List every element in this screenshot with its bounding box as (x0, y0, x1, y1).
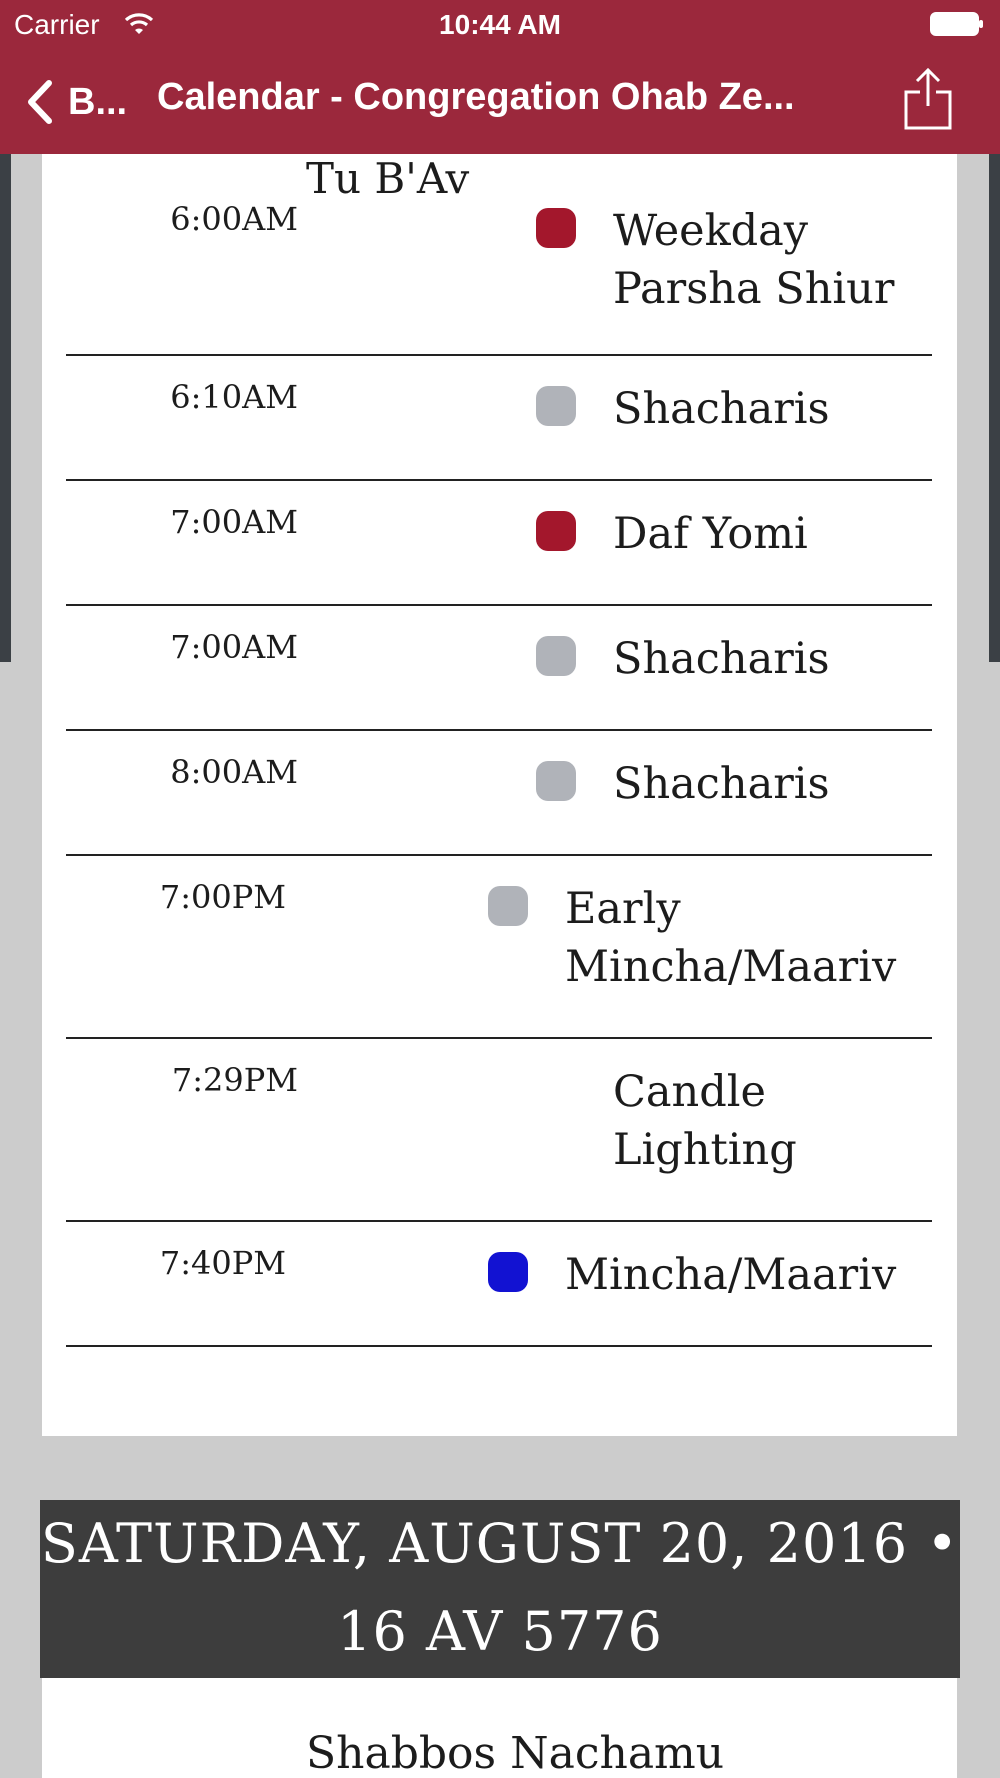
status-bar (0, 0, 1000, 50)
holiday-label: Shabbos Nachamu (306, 1728, 725, 1778)
event-title: Early Mincha/Maariv (565, 884, 897, 992)
gray-dot-icon (488, 886, 528, 926)
gray-dot-icon (536, 636, 576, 676)
next-day-card (42, 1678, 957, 1778)
event-time: 6:10AM (170, 378, 298, 416)
holiday-label: Tu B'Av (306, 154, 470, 203)
status-time: 10:44 AM (439, 9, 561, 40)
event-title: Candle Lighting (613, 1067, 797, 1175)
gray-dot-icon (536, 386, 576, 426)
day-events-card (42, 154, 957, 1436)
event-row[interactable] (66, 154, 932, 356)
blue-dot-icon (488, 1252, 528, 1292)
event-row[interactable] (66, 856, 932, 1039)
event-time: 7:29PM (171, 1061, 298, 1099)
event-time: 7:00PM (159, 878, 286, 916)
day-header-date: SATURDAY, AUGUST 20, 2016 • (40, 1512, 960, 1575)
event-title: Shacharis (613, 759, 830, 809)
event-title: Mincha/Maariv (565, 1250, 897, 1300)
carrier-label: Carrier (14, 9, 100, 40)
event-title: Shacharis (613, 384, 830, 434)
event-row[interactable] (66, 1222, 932, 1347)
event-title: Daf Yomi (613, 509, 808, 559)
event-time: 7:00AM (170, 503, 298, 541)
battery-icon (930, 12, 984, 36)
page-title: Calendar - Congregation Ohab Ze... (157, 76, 795, 118)
day-header (40, 1500, 960, 1678)
event-row[interactable] (66, 356, 932, 481)
event-time: 6:00AM (170, 200, 298, 238)
background-photo-left (0, 154, 11, 662)
event-title: Shacharis (613, 634, 830, 684)
navigation-bar (0, 50, 1000, 154)
event-time: 8:00AM (170, 753, 298, 791)
back-button[interactable] (24, 74, 127, 130)
event-row[interactable] (66, 731, 932, 856)
event-row[interactable] (66, 481, 932, 606)
event-title: Weekday Parsha Shiur (613, 206, 895, 314)
red-dot-icon (536, 511, 576, 551)
event-list (66, 200, 932, 1347)
back-label: B... (68, 80, 128, 123)
share-icon[interactable] (902, 66, 954, 132)
day-header-hebrew-date: 16 AV 5776 (337, 1600, 663, 1663)
chevron-left-icon (24, 79, 54, 125)
red-dot-icon (536, 208, 576, 248)
background-photo-right (989, 154, 1000, 662)
event-row[interactable] (66, 1039, 932, 1222)
event-time: 7:00AM (170, 628, 298, 666)
event-row[interactable] (66, 606, 932, 731)
event-time: 7:40PM (159, 1244, 286, 1282)
gray-dot-icon (536, 761, 576, 801)
